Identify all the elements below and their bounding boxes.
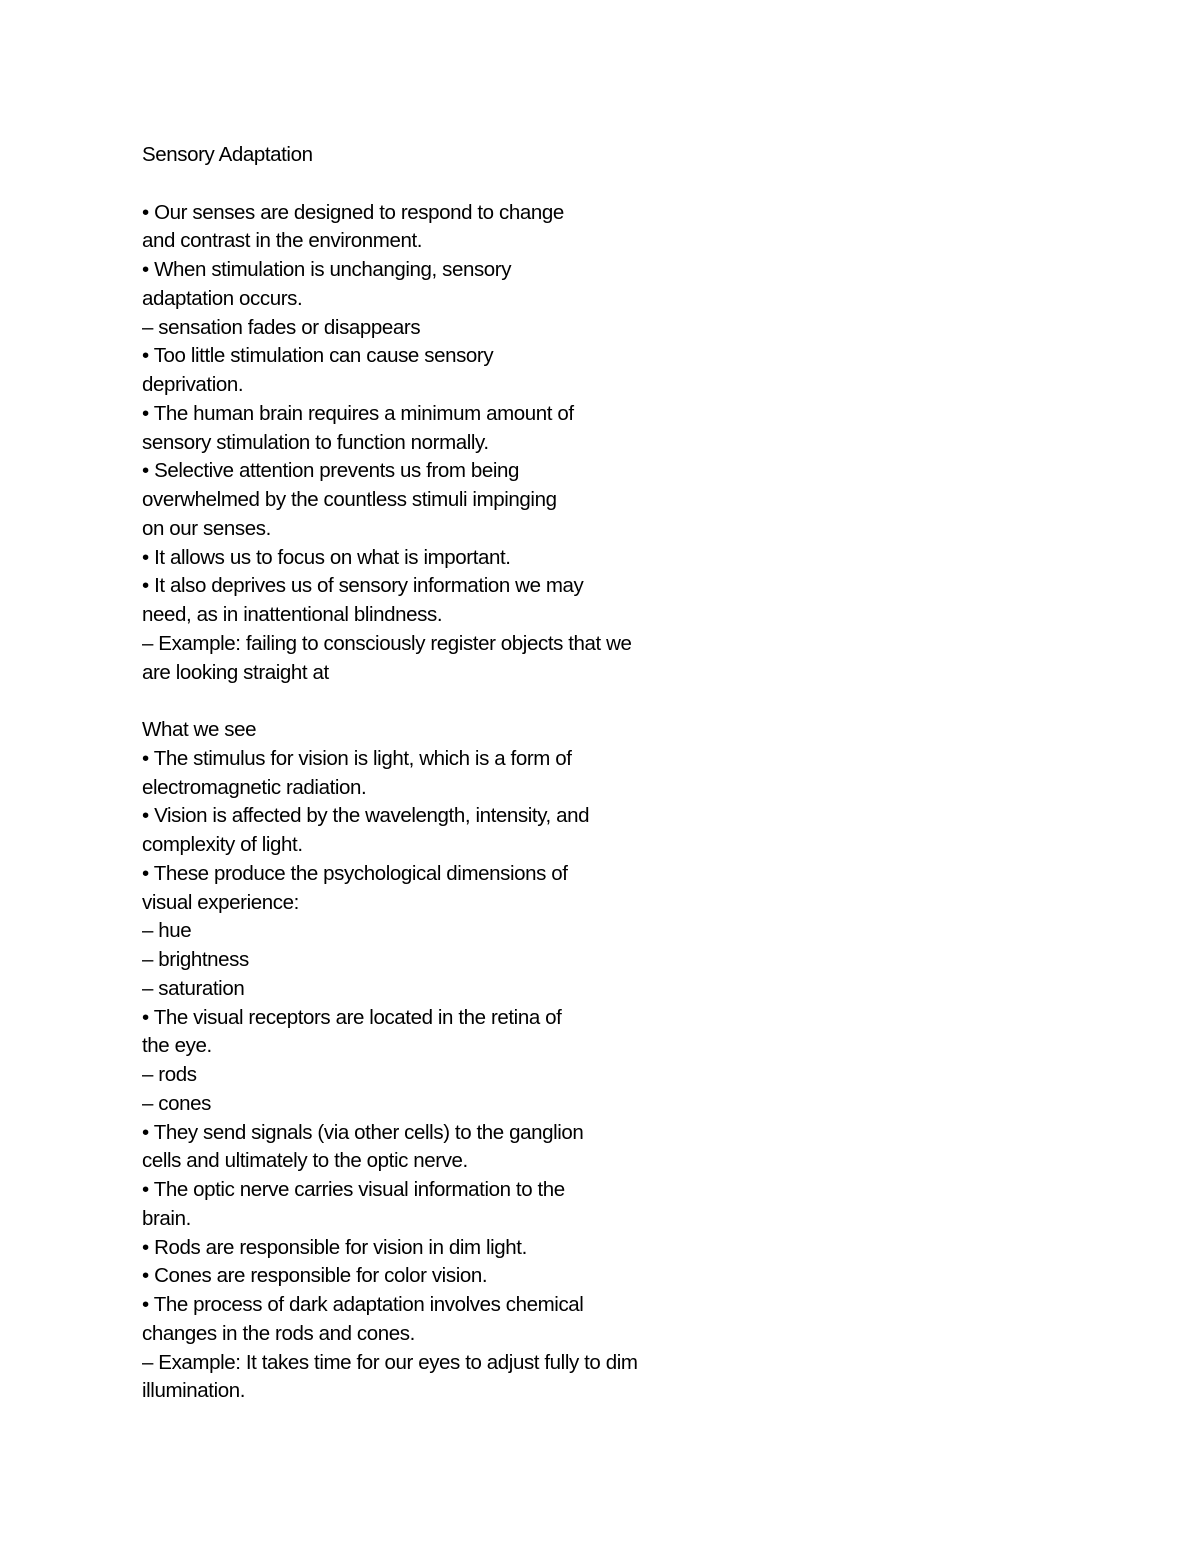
text-line: complexity of light. <box>142 833 303 856</box>
text-line: on our senses. <box>142 516 271 540</box>
text-line: – cones <box>142 1091 212 1115</box>
section-heading: Sensory Adaptation <box>142 143 313 166</box>
text-line: – brightness <box>142 948 249 971</box>
text-line: • The optic nerve carries visual information to the <box>142 1178 565 1201</box>
text-line: visual experience: <box>142 890 299 914</box>
text-line: • Cones are responsible for color vision. <box>142 1264 488 1288</box>
text-line: • Too little stimulation can cause sensory <box>142 344 494 368</box>
text-line: • They send signals (via other cells) to the ganglion <box>142 1120 584 1144</box>
text-line: cells and ultimately to the optic nerve. <box>142 1149 468 1173</box>
text-line: – hue <box>142 919 192 943</box>
text-line: are looking straight at <box>142 660 329 684</box>
text-line: and contrast in the environment. <box>142 229 423 253</box>
text-line: electromagnetic radiation. <box>142 775 367 799</box>
text-line: – Example: failing to consciously register objects that we <box>142 631 632 655</box>
text-line: illumination. <box>142 1379 246 1403</box>
text-line: overwhelmed by the countless stimuli impinging <box>142 488 557 511</box>
text-line: • The visual receptors are located in the retina of <box>142 1005 562 1029</box>
text-line: sensory stimulation to function normally. <box>142 430 489 454</box>
text-line: – rods <box>142 1063 197 1086</box>
text-line: changes in the rods and cones. <box>142 1321 415 1345</box>
text-line: • The process of dark adaptation involves chemical <box>142 1293 584 1316</box>
text-line: brain. <box>142 1206 191 1230</box>
section-heading: What we see <box>142 718 257 741</box>
text-line: • It also deprives us of sensory information we may <box>142 574 584 598</box>
text-line: the eye. <box>142 1034 212 1058</box>
document-body <box>142 141 762 1406</box>
text-line: • Rods are responsible for vision in dim light. <box>142 1235 527 1259</box>
text-line: – sensation fades or disappears <box>142 315 421 339</box>
text-line: • These produce the psychological dimensions of <box>142 861 568 885</box>
text-line: adaptation occurs. <box>142 286 303 310</box>
blank-line <box>142 687 762 716</box>
text-line: • When stimulation is unchanging, sensory <box>142 258 512 281</box>
text-line: • Selective attention prevents us from being <box>142 459 520 483</box>
text-line: • Our senses are designed to respond to change <box>142 200 564 224</box>
text-line: • The stimulus for vision is light, which is a form of <box>142 746 572 770</box>
blank-line <box>142 170 762 199</box>
text-line: • Vision is affected by the wavelength, intensity, and <box>142 804 590 828</box>
text-line: need, as in inattentional blindness. <box>142 603 443 626</box>
text-line: – saturation <box>142 976 245 1000</box>
text-line: • The human brain requires a minimum amount of <box>142 401 574 425</box>
text-line: • It allows us to focus on what is important. <box>142 545 511 569</box>
text-line: deprivation. <box>142 373 244 396</box>
text-line: – Example: It takes time for our eyes to adjust fully to dim <box>142 1350 638 1374</box>
